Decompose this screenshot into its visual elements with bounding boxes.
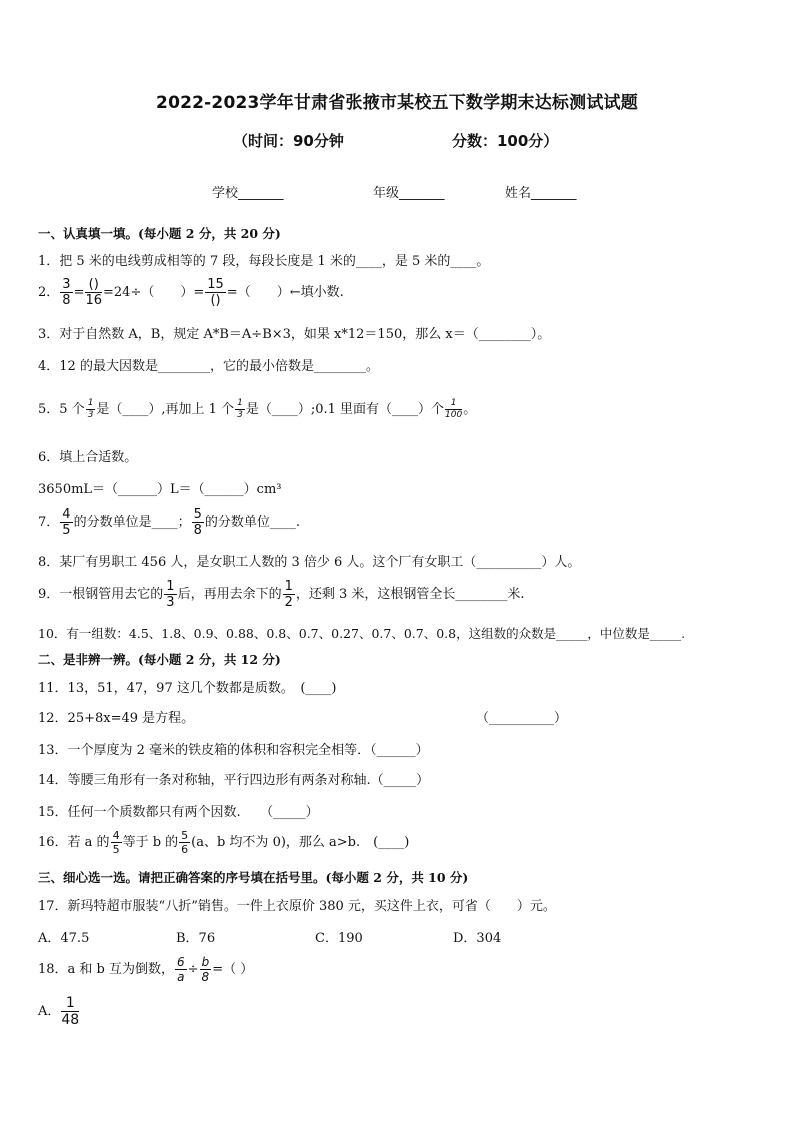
- q5-fraction-1: $\frac{1}{3}$: [87, 398, 94, 420]
- q16-part-a: 16．若 a 的: [38, 835, 110, 850]
- question-2: [38, 278, 344, 307]
- q18-part-a: 18．a 和 b 互为倒数，: [38, 962, 175, 977]
- q2-middle: =24÷（ ）=: [103, 285, 205, 300]
- q16-part-c: (a、b 均不为 0)，那么 a>b. (____): [191, 835, 410, 850]
- question-17: 17．新玛特超市服装“八折”销售。一件上衣原价 380 元，买这件上衣，可省（ ）元。: [38, 899, 556, 914]
- q18-operator: ÷: [187, 962, 199, 977]
- q18-option-a-label: A．: [38, 1004, 61, 1019]
- q2-fraction-3: $\frac{15}{()}$: [207, 277, 224, 308]
- section-2-heading: 二、是非辨一辨。(每小题 2 分，共 12 分): [38, 652, 281, 667]
- question-18: [38, 956, 253, 983]
- q9-fraction-1: $\frac{1}{3}$: [166, 579, 175, 610]
- section-3-heading: 三、细心选一选。请把正确答案的序号填在括号里。(每小题 2 分，共 10 分): [38, 870, 469, 885]
- section-1-heading: 一、认真填一填。(每小题 2 分，共 20 分): [38, 226, 281, 241]
- question-12-answer-blank: （__________）: [476, 711, 568, 726]
- school-field: 学校_______: [212, 186, 284, 201]
- q2-equals: =: [73, 285, 85, 300]
- q2-fraction-2: $\frac{()}{16}$: [85, 277, 103, 308]
- question-8: 8．某厂有男职工 456 人，是女职工人数的 3 倍少 6 人。这个厂有女职工（__________）人。: [38, 555, 581, 570]
- q9-part-b: 后，再用去余下的: [177, 587, 282, 602]
- question-1: 1．把 5 米的电线剪成相等的 7 段，每段长度是 1 米的____，是 5 米的____。: [38, 254, 490, 269]
- q18-option-a-fraction: $\frac{1}{48}$: [61, 995, 80, 1028]
- q5-part-a: 5．5 个: [38, 402, 85, 417]
- question-14: 14．等腰三角形有一条对称轴，平行四边形有两条对称轴.（_____）: [38, 773, 430, 788]
- q7-part-b: 的分数单位是____；: [73, 515, 191, 530]
- q16-fraction-2: $\frac{5}{6}$: [181, 829, 189, 856]
- question-3: 3．对于自然数 A，B，规定 A*B＝A÷B×3，如果 x*12＝150，那么 x＝（________）。: [38, 327, 551, 342]
- q9-part-a: 9．一根钢管用去它的: [38, 587, 164, 602]
- q7-number: 7．: [38, 515, 60, 530]
- question-15: 15．任何一个质数都只有两个因数. （_____）: [38, 805, 319, 820]
- q7-part-c: 的分数单位____.: [204, 515, 300, 530]
- q5-fraction-3: $\frac{1}{100}$: [445, 398, 463, 420]
- q17-option-c: C．190: [315, 931, 363, 946]
- q17-option-b: B．76: [176, 931, 216, 946]
- q2-fraction-1: $\frac{3}{8}$: [62, 277, 71, 308]
- question-6-blank: 3650mL＝（______）L＝（______）cm³: [38, 482, 282, 497]
- page-title: 2022-2023学年甘肃省张掖市某校五下数学期末达标测试试题: [156, 93, 638, 113]
- q9-fraction-2: $\frac{1}{2}$: [284, 579, 293, 610]
- q5-fraction-2: $\frac{1}{3}$: [237, 398, 243, 420]
- question-7: [38, 508, 300, 537]
- question-10: 10．有一组数：4.5、1.8、0.9、0.88、0.8、0.7、0.27、0.7、0.7、0.8，这组数的众数是_____，中位数是_____.: [38, 626, 686, 641]
- q18-fraction-2: $\frac{b}{8}$: [201, 955, 210, 984]
- name-field: 姓名_______: [505, 186, 577, 201]
- question-5: [38, 398, 476, 420]
- q7-fraction-2: $\frac{5}{8}$: [193, 507, 202, 538]
- q18-fraction-1: $\frac{6}{a}$: [177, 955, 185, 984]
- q16-fraction-1: $\frac{4}{5}$: [112, 829, 120, 856]
- question-12: 12．25+8x=49 是方程。: [38, 711, 195, 726]
- q16-part-b: 等于 b 的: [122, 835, 179, 850]
- q17-option-a: A．47.5: [38, 931, 90, 946]
- question-13: 13．一个厚度为 2 毫米的铁皮箱的体积和容积完全相等．（______）: [38, 743, 429, 758]
- q2-end: =（ ）←填小数.: [226, 285, 344, 300]
- exam-score: 分数：100分）: [452, 132, 559, 150]
- q7-fraction-1: $\frac{4}{5}$: [62, 507, 71, 538]
- q2-number: 2．: [38, 285, 60, 300]
- q18-option-a: [38, 996, 80, 1027]
- question-9: [38, 580, 525, 609]
- q5-part-d: 。: [463, 402, 477, 417]
- q5-part-b: 是（____）,再加上 1 个: [96, 402, 235, 417]
- q17-option-d: D．304: [453, 931, 502, 946]
- exam-time: （时间：90分钟: [233, 132, 344, 150]
- q9-part-c: ，还剩 3 米，这根钢管全长________米.: [295, 587, 525, 602]
- question-11: 11．13，51，47，97 这几个数都是质数。 (____): [38, 681, 337, 696]
- question-4: 4．12 的最大因数是________，它的最小倍数是________。: [38, 359, 379, 374]
- q5-part-c: 是（____）;0.1 里面有（____）个: [245, 402, 445, 417]
- grade-field: 年级_______: [373, 186, 445, 201]
- question-16: [38, 830, 409, 855]
- q18-part-c: =（ ）: [212, 962, 254, 977]
- question-6: 6．填上合适数。: [38, 450, 138, 465]
